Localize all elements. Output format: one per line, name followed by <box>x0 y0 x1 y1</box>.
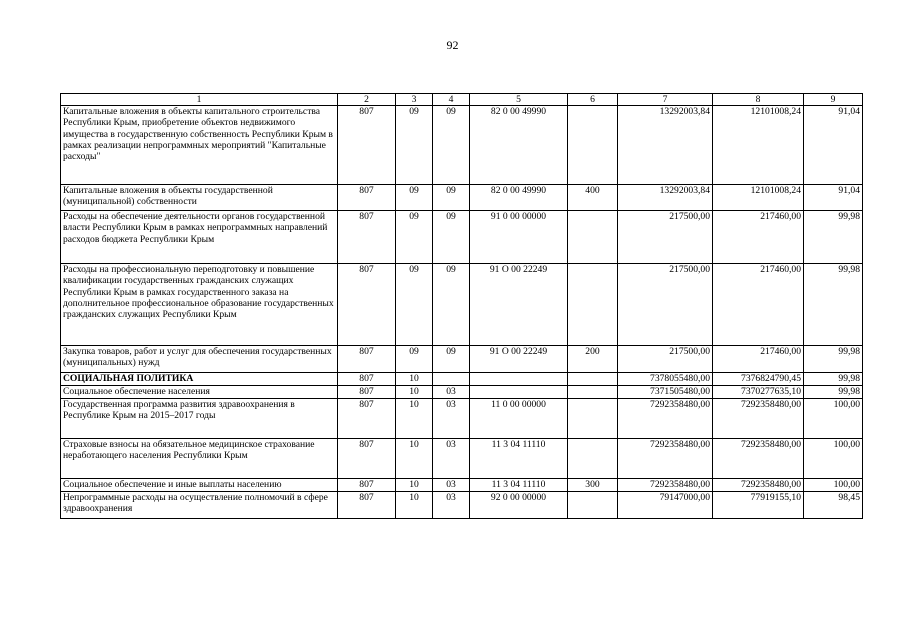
expense-type-code <box>568 399 618 439</box>
row-name: Социальное обеспечение и иные выплаты населению <box>61 479 338 492</box>
row-name: Страховые взносы на обязательное медицинское страхование неработающего населения Республики Крым <box>61 439 338 479</box>
table-row <box>61 185 863 211</box>
page-number: 92 <box>446 38 459 52</box>
executed-amount: 217460,00 <box>713 264 804 346</box>
approved-amount: 7292358480,00 <box>618 399 713 439</box>
section-code: 10 <box>396 492 433 519</box>
target-article-code: 82 0 00 49990 <box>470 185 568 211</box>
section-code: 09 <box>396 185 433 211</box>
approved-amount: 217500,00 <box>618 264 713 346</box>
ministry-code: 807 <box>338 386 396 399</box>
execution-percent: 100,00 <box>804 399 863 439</box>
table-row <box>61 386 863 399</box>
expense-type-code <box>568 211 618 264</box>
row-name: Расходы на профессиональную переподготовку и повышение квалификации государственных гражданских служащих Республики Крым в рамках государственного заказа на дополнительное профессиональное образование государственных гражданских служащих Республики Крым <box>61 264 338 346</box>
row-name: Закупка товаров, работ и услуг для обеспечения государственных (муниципальных) нужд <box>61 346 338 373</box>
target-article-code: 91 О 00 22249 <box>470 264 568 346</box>
subsection-code: 03 <box>433 399 470 439</box>
expense-type-code <box>568 492 618 519</box>
expense-type-code <box>568 386 618 399</box>
column-number: 1 <box>61 94 338 106</box>
subsection-code: 03 <box>433 439 470 479</box>
target-article-code <box>470 386 568 399</box>
approved-amount: 217500,00 <box>618 346 713 373</box>
subsection-code <box>433 373 470 386</box>
target-article-code: 92 0 00 00000 <box>470 492 568 519</box>
subsection-code: 03 <box>433 492 470 519</box>
section-code: 09 <box>396 264 433 346</box>
column-number: 9 <box>804 94 863 106</box>
executed-amount: 7292358480,00 <box>713 479 804 492</box>
table-row <box>61 399 863 439</box>
executed-amount: 12101008,24 <box>713 106 804 185</box>
expense-type-code <box>568 106 618 185</box>
executed-amount: 217460,00 <box>713 211 804 264</box>
executed-amount: 77919155,10 <box>713 492 804 519</box>
approved-amount: 217500,00 <box>618 211 713 264</box>
target-article-code <box>470 373 568 386</box>
column-number: 3 <box>396 94 433 106</box>
row-name: Непрограммные расходы на осуществление полномочий в сфере здравоохранения <box>61 492 338 519</box>
row-name: Капитальные вложения в объекты капитального строительства Республики Крым, приобретение объектов недвижимого имущества в государственную собственность Республики Крым в рамках реализации непрограммных мероприятий "Капитальные расходы" <box>61 106 338 185</box>
subsection-code: 09 <box>433 211 470 264</box>
table-row <box>61 346 863 373</box>
subsection-code: 09 <box>433 106 470 185</box>
executed-amount: 7292358480,00 <box>713 399 804 439</box>
table-row <box>61 264 863 346</box>
expense-type-code <box>568 373 618 386</box>
approved-amount: 7371505480,00 <box>618 386 713 399</box>
execution-percent: 99,98 <box>804 264 863 346</box>
row-name: Социальное обеспечение населения <box>61 386 338 399</box>
target-article-code: 11 0 00 00000 <box>470 399 568 439</box>
table-row <box>61 439 863 479</box>
expense-type-code: 200 <box>568 346 618 373</box>
executed-amount: 7370277635,10 <box>713 386 804 399</box>
section-code: 10 <box>396 373 433 386</box>
ministry-code: 807 <box>338 346 396 373</box>
approved-amount: 7292358480,00 <box>618 439 713 479</box>
expense-type-code <box>568 264 618 346</box>
executed-amount: 7292358480,00 <box>713 439 804 479</box>
execution-percent: 99,98 <box>804 373 863 386</box>
approved-amount: 13292003,84 <box>618 185 713 211</box>
section-code: 09 <box>396 106 433 185</box>
execution-percent: 91,04 <box>804 106 863 185</box>
table-row <box>61 106 863 185</box>
column-number-row <box>61 94 863 106</box>
execution-percent: 100,00 <box>804 479 863 492</box>
execution-percent: 91,04 <box>804 185 863 211</box>
table-row <box>61 373 863 386</box>
section-code: 10 <box>396 479 433 492</box>
section-code: 09 <box>396 346 433 373</box>
expense-type-code: 300 <box>568 479 618 492</box>
execution-percent: 99,98 <box>804 346 863 373</box>
subsection-code: 09 <box>433 346 470 373</box>
subsection-code: 09 <box>433 264 470 346</box>
column-number: 7 <box>618 94 713 106</box>
section-code: 10 <box>396 399 433 439</box>
executed-amount: 7376824790,45 <box>713 373 804 386</box>
ministry-code: 807 <box>338 479 396 492</box>
column-number: 2 <box>338 94 396 106</box>
column-number: 4 <box>433 94 470 106</box>
ministry-code: 807 <box>338 492 396 519</box>
target-article-code: 91 О 00 22249 <box>470 346 568 373</box>
section-code: 09 <box>396 211 433 264</box>
ministry-code: 807 <box>338 211 396 264</box>
ministry-code: 807 <box>338 399 396 439</box>
approved-amount: 13292003,84 <box>618 106 713 185</box>
column-number: 6 <box>568 94 618 106</box>
ministry-code: 807 <box>338 264 396 346</box>
ministry-code: 807 <box>338 106 396 185</box>
column-number: 8 <box>713 94 804 106</box>
table-row <box>61 492 863 519</box>
target-article-code: 82 0 00 49990 <box>470 106 568 185</box>
table-row <box>61 479 863 492</box>
row-name: Капитальные вложения в объекты государственной (муниципальной) собственности <box>61 185 338 211</box>
section-code: 10 <box>396 439 433 479</box>
execution-percent: 98,45 <box>804 492 863 519</box>
ministry-code: 807 <box>338 373 396 386</box>
subsection-code: 09 <box>433 185 470 211</box>
table-row <box>61 211 863 264</box>
execution-percent: 100,00 <box>804 439 863 479</box>
approved-amount: 79147000,00 <box>618 492 713 519</box>
approved-amount: 7292358480,00 <box>618 479 713 492</box>
expense-type-code <box>568 439 618 479</box>
executed-amount: 217460,00 <box>713 346 804 373</box>
target-article-code: 11 3 04 11110 <box>470 439 568 479</box>
column-number: 5 <box>470 94 568 106</box>
approved-amount: 7378055480,00 <box>618 373 713 386</box>
row-name: Расходы на обеспечение деятельности органов государственной власти Республики Крым в рамках непрограммных направлений расходов бюджета Республики Крым <box>61 211 338 264</box>
budget-table <box>60 93 863 519</box>
expense-type-code: 400 <box>568 185 618 211</box>
execution-percent: 99,98 <box>804 386 863 399</box>
section-code: 10 <box>396 386 433 399</box>
ministry-code: 807 <box>338 439 396 479</box>
row-name: Государственная программа развития здравоохранения в Республике Крым на 2015–2017 годы <box>61 399 338 439</box>
target-article-code: 11 3 04 11110 <box>470 479 568 492</box>
execution-percent: 99,98 <box>804 211 863 264</box>
ministry-code: 807 <box>338 185 396 211</box>
subsection-code: 03 <box>433 386 470 399</box>
executed-amount: 12101008,24 <box>713 185 804 211</box>
subsection-code: 03 <box>433 479 470 492</box>
target-article-code: 91 0 00 00000 <box>470 211 568 264</box>
row-name: СОЦИАЛЬНАЯ ПОЛИТИКА <box>61 373 338 386</box>
